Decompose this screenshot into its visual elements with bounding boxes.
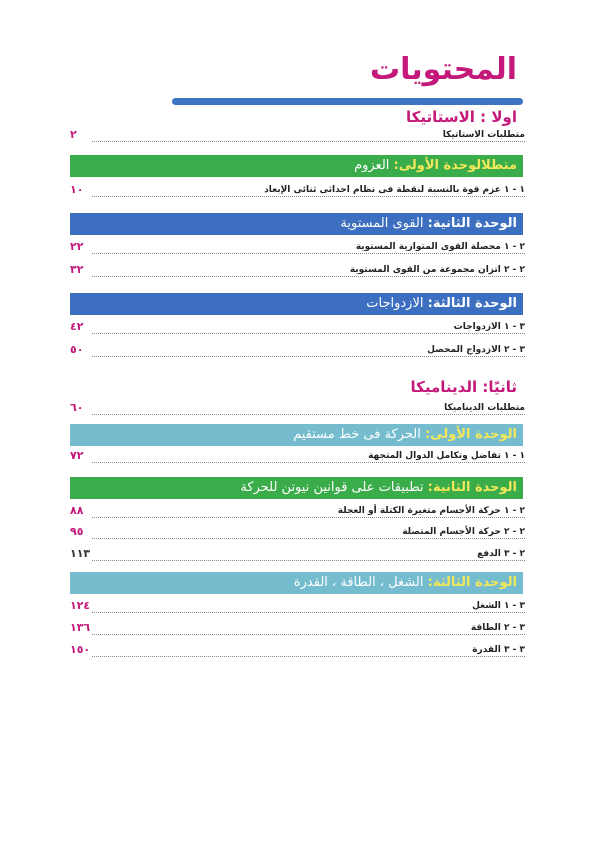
- unit-title: الحركة فى خط مستقيم: [293, 427, 425, 442]
- toc-row[interactable]: [70, 322, 525, 338]
- toc-page-number: ٢: [70, 128, 77, 141]
- toc-page-number: ٤٢: [70, 320, 84, 333]
- leader-dots: [92, 517, 525, 518]
- unit-band-dynamics-2[interactable]: [70, 477, 523, 499]
- unit-band-statics-1[interactable]: [70, 155, 523, 177]
- toc-page-number: ٥٠: [70, 343, 84, 356]
- unit-title: الشغل ، الطاقة ، القدرة: [293, 575, 428, 590]
- toc-page-number: ١٣٦: [70, 621, 91, 634]
- toc-page-number: ١٢٤: [70, 599, 91, 612]
- unit-title: القوى المستوية: [340, 216, 428, 231]
- leader-dots: [92, 414, 525, 415]
- toc-row[interactable]: [70, 506, 525, 522]
- unit-title: العزوم: [354, 158, 394, 173]
- toc-label: متطلبات الاستاتيكا: [440, 130, 525, 140]
- title-underline: [172, 98, 523, 105]
- section-heading-dynamics: ثانيًا: الديناميكا: [410, 378, 517, 396]
- unit-band-statics-2[interactable]: [70, 213, 523, 235]
- unit-label: الوحدة الثانية:: [427, 480, 517, 495]
- unit-label: الوحدة الثالثة:: [427, 296, 517, 311]
- leader-dots: [92, 253, 525, 254]
- toc-row[interactable]: [70, 345, 525, 361]
- toc-row[interactable]: [70, 527, 525, 543]
- section-heading-statics: اولا : الاستاتيكا: [405, 108, 517, 126]
- toc-label: ٣ - ١ الازدواجات: [451, 322, 525, 332]
- leader-dots: [92, 333, 525, 334]
- toc-page-number: ٩٥: [70, 525, 84, 538]
- toc-label: ٢ - ١ محصلة القوى المتوازية المستوية: [353, 242, 525, 252]
- toc-page-number: ١٠: [70, 183, 84, 196]
- toc-page-number: ٣٢: [70, 263, 84, 276]
- toc-page-number: ٧٢: [70, 449, 84, 462]
- toc-label: ٢ - ١ حركة الأجسام متغيرة الكتلة أو العجلة: [335, 506, 525, 516]
- leader-dots: [92, 356, 525, 357]
- toc-row[interactable]: [70, 265, 525, 281]
- toc-row[interactable]: [70, 549, 525, 565]
- leader-dots: [92, 141, 525, 142]
- toc-label: ٢ - ٣ الدفع: [474, 549, 525, 559]
- toc-label: ٣ - ٢ الطاقة: [468, 623, 525, 633]
- unit-band-dynamics-1[interactable]: [70, 424, 523, 446]
- toc-label: متطلبات الديناميكا: [441, 403, 525, 413]
- leader-dots: [92, 276, 525, 277]
- unit-label: الوحدة الأولى:: [424, 427, 517, 442]
- toc-row[interactable]: [70, 645, 525, 661]
- unit-band-statics-3[interactable]: [70, 293, 523, 315]
- unit-band-dynamics-3[interactable]: [70, 572, 523, 594]
- toc-label: ٢ - ٢ حركة الأجسام المتصلة: [399, 527, 525, 537]
- unit-label: متطلالوحدة الأولى:: [393, 158, 517, 173]
- toc-row[interactable]: [70, 185, 525, 201]
- leader-dots: [92, 612, 525, 613]
- leader-dots: [92, 656, 525, 657]
- toc-row[interactable]: [70, 403, 525, 419]
- unit-label: الوحدة الثانية:: [427, 216, 517, 231]
- page-title: المحتويات: [369, 52, 517, 87]
- toc-label: ٣ - ٣ القدرة: [469, 645, 525, 655]
- toc-row[interactable]: [70, 623, 525, 639]
- toc-label: ٢ - ٢ اتزان مجموعة من القوى المستوية: [347, 265, 525, 275]
- toc-row[interactable]: [70, 451, 525, 467]
- leader-dots: [92, 538, 525, 539]
- toc-label: ١ - ١ تفاضل وتكامل الدوال المتجهة: [365, 451, 525, 461]
- toc-page-number: ٦٠: [70, 401, 84, 414]
- toc-page-number: ٨٨: [70, 504, 84, 517]
- unit-title: تطبيقات على قوانين نيوتن للحركة: [240, 480, 428, 495]
- toc-row[interactable]: [70, 242, 525, 258]
- leader-dots: [92, 196, 525, 197]
- toc-row[interactable]: [70, 601, 525, 617]
- leader-dots: [92, 560, 525, 561]
- toc-label: ٣ - ١ الشغل: [469, 601, 525, 611]
- unit-label: الوحدة الثالثة:: [427, 575, 517, 590]
- toc-page-number: ١١٣: [70, 547, 91, 560]
- unit-title: الازدواجات: [366, 296, 428, 311]
- leader-dots: [92, 634, 525, 635]
- toc-page-number: ١٥٠: [70, 643, 91, 656]
- leader-dots: [92, 462, 525, 463]
- toc-label: ٣ - ٢ الازدواج المحصل: [424, 345, 525, 355]
- toc-row[interactable]: [70, 130, 525, 146]
- toc-label: ١ - ١ عزم قوة بالنسبة لنقطة فى نظام احداثى ثنائى الإبعاد: [261, 185, 525, 195]
- toc-page-number: ٢٢: [70, 240, 84, 253]
